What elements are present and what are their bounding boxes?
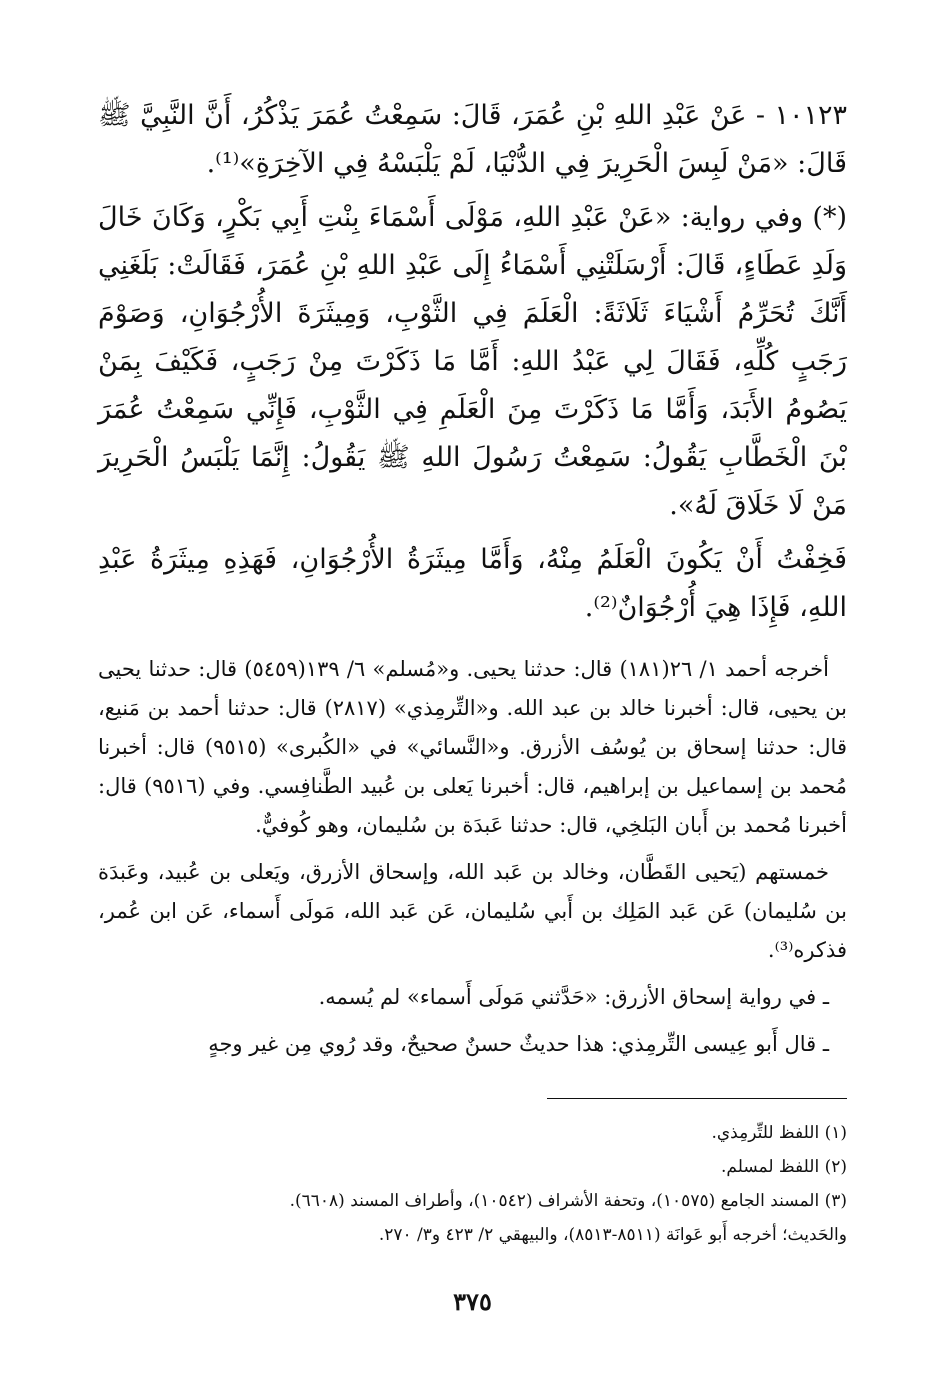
footnote-divider — [547, 1098, 847, 1099]
hadith-continuation: فَخِفْتُ أَنْ يَكُونَ الْعَلَمُ مِنْهُ، وَأَمَّا مِيثَرَةُ الأُرْجُوَانِ، فَهَذِهِ مِيثَرَةُ عَبْدِ اللهِ، فَإِذَا هِيَ أُرْجُوَانٌ⁽²⁾. — [98, 544, 847, 623]
footnote-1: (١) اللفظ للتِّرمِذي. — [711, 1123, 847, 1143]
takhrij-note-tirmidhi: ـ قال أَبو عِيسى التِّرمِذي: هذا حديثٌ حسنٌ صحيحٌ، وقد رُوي مِن غير وجهٍ — [208, 1032, 829, 1056]
footnote-2: (٢) اللفظ لمسلم. — [720, 1157, 847, 1177]
hadith-alternate-narration: (*) وفي رواية: «عَنْ عَبْدِ اللهِ، مَوْلَى أَسْمَاءَ بِنْتِ أَبِي بَكْرٍ، وَكَانَ خَالَ وَلَدِ عَطَاءٍ، قَالَ: أَرْسَلَتْنِي أَسْمَاءُ إِلَى عَبْدِ اللهِ بْنِ عُمَرَ، فَقَالَتْ: بَلَغَنِي أَنَّكَ تُحَرِّمُ أَشْيَاءَ ثَلَاثَةً: الْعَلَمَ فِي الثَّوْبِ، وَمِيثَرَةَ الأُرْجُوَانِ، وَصَوْمَ رَجَبٍ كُلِّهِ، فَقَالَ لِي عَبْدُ اللهِ: أَمَّا مَا ذَكَرْتَ مِنْ رَجَبٍ، فَكَيْفَ بِمَنْ يَصُومُ الأَبَدَ، وَأَمَّا مَا ذَكَرْتَ مِنَ الْعَلَمِ فِي الثَّوْبِ، فَإِنِّي سَمِعْتُ عُمَرَ بْنَ الْخَطَّابِ يَقُولُ: سَمِعْتُ رَسُولَ اللهِ ﷺ يَقُولُ: إِنَّمَا يَلْبَسُ الْحَرِيرَ مَنْ لَا خَلَاقَ لَهُ». — [98, 202, 847, 521]
takhrij-sources: أخرجه أحمد ١/ ٢٦(١٨١) قال: حدثنا يحيى. و«مُسلم» ٦/ ١٣٩(٥٤٥٩) قال: حدثنا يحيى بن يحيى، قال: أخبرنا خالد بن عبد الله. و«التِّرمِذي» (٢٨١٧) قال: حدثنا أحمد بن مَنيع، قال: حدثنا إسحاق بن يُوسُف الأزرق. و«النَّسائي» في «الكُبرى» (٩٥١٥) قال: أخبرنا مُحمد بن إسماعيل بن إبراهيم، قال: أخبرنا يَعلى بن عُبيد الطَّنافِسي. وفي (٩٥١٦) قال: أخبرنا مُحمد بن أَبان البَلخِي، قال: حدثنا عَبدَة بن سُليمان، وهو كُوفيٌّ. — [98, 657, 847, 837]
footnote-3-continuation: والحَديث؛ أخرجه أَبو عَوانَة (٨٥١١-٨٥١٣)، والبيهقي ٢/ ٤٢٣ و٣/ ٢٧٠. — [378, 1225, 847, 1245]
footnote-3: (٣) المسند الجامع (١٠٥٧٥)، وتحفة الأشراف (١٠٥٤٢)، وأطراف المسند (٦٦٠٨). — [289, 1191, 847, 1211]
footnotes — [98, 1116, 847, 1252]
document-page — [98, 92, 847, 1385]
hadith-main: ١٠١٢٣ - عَنْ عَبْدِ اللهِ بْنِ عُمَرَ، قَالَ: سَمِعْتُ عُمَرَ يَذْكُرُ، أَنَّ النَّبِيَّ ﷺ قَالَ: «مَنْ لَبِسَ الْحَرِيرَ فِي الدُّنْيَا، لَمْ يَلْبَسْهُ فِي الآخِرَةِ»⁽¹⁾. — [98, 100, 847, 179]
page-number: ٣٧٥ — [453, 1287, 492, 1316]
takhrij-note-azraq: ـ في رواية إسحاق الأزرق: «حَدَّثني مَولَى أَسماء» لم يُسمه. — [318, 985, 829, 1009]
takhrij-chain-summary: خمستهم (يَحيى القَطَّان، وخالد بن عَبد الله، وإسحاق الأزرق، ويَعلى بن عُبيد، وعَبدَة بن سُليمان) عَن عَبد المَلِك بن أَبي سُليمان، عَن عَبد الله، مَولَى أَسماء، عَن ابن عُمر، فذكره⁽³⁾. — [98, 860, 847, 962]
